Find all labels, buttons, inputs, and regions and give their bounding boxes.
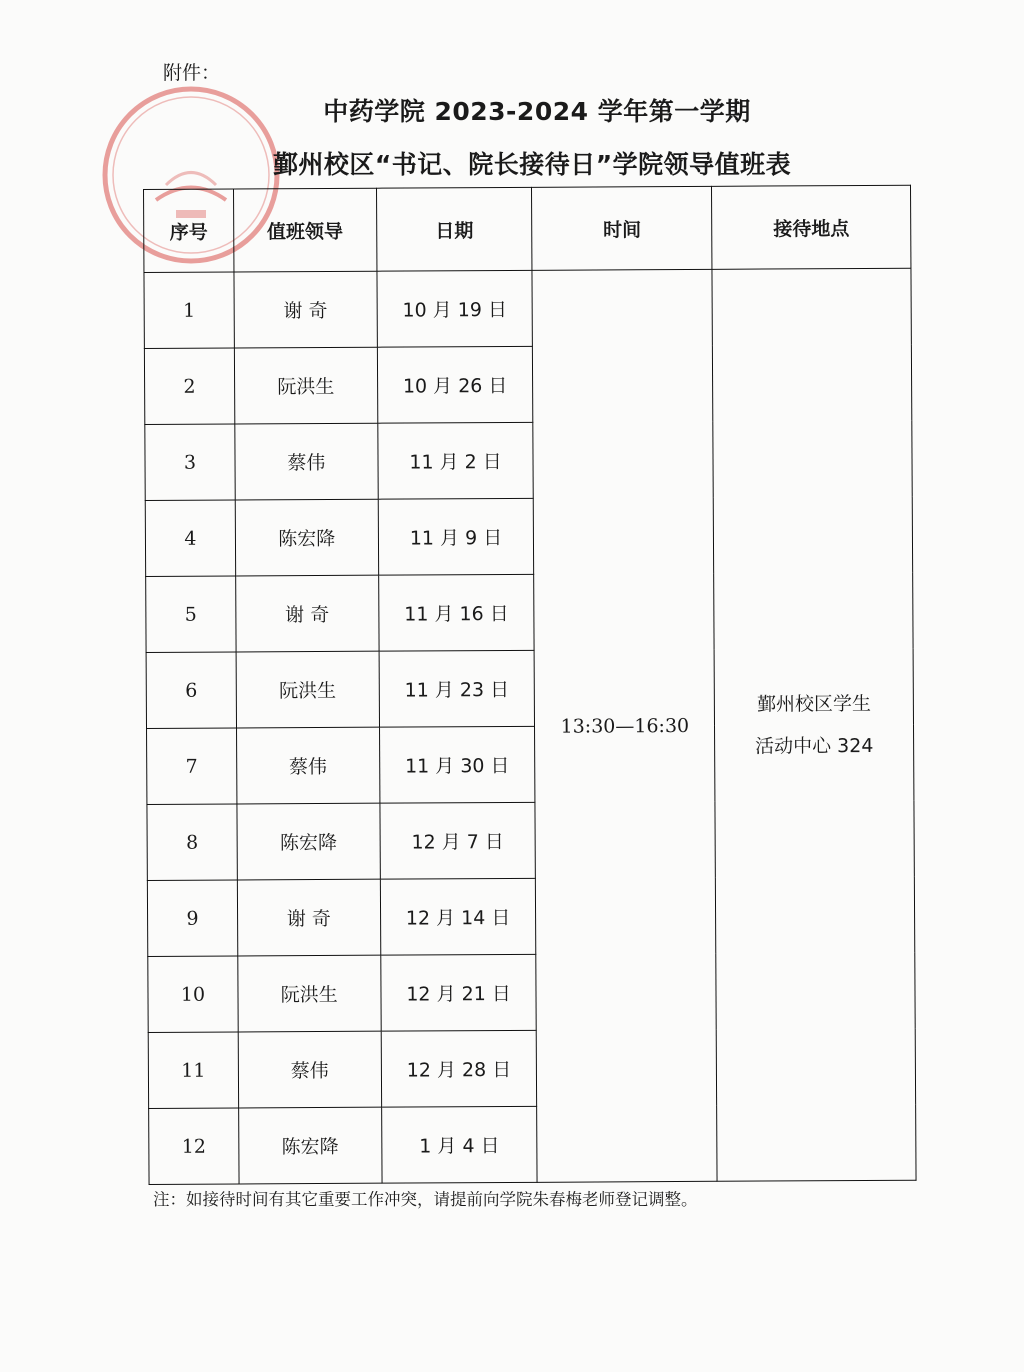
row-date: 10 月 19 日	[377, 270, 533, 347]
row-date: 11 月 23 日	[379, 650, 535, 727]
attachment-label: 附件：	[163, 62, 221, 84]
row-leader: 蔡伟	[236, 727, 379, 804]
row-number: 9	[147, 880, 237, 957]
reception-location	[712, 268, 916, 1181]
header-date: 日期	[376, 187, 532, 271]
row-date: 10 月 26 日	[377, 346, 533, 423]
row-date: 11 月 16 日	[378, 574, 534, 651]
row-date: 1 月 4 日	[381, 1106, 537, 1183]
row-number: 11	[148, 1032, 238, 1109]
row-date: 11 月 2 日	[377, 422, 533, 499]
row-number: 1	[144, 272, 234, 349]
row-leader: 蔡伟	[235, 423, 378, 500]
row-leader: 谢 奇	[237, 879, 380, 956]
location-line1: 鄞州校区学生	[756, 692, 872, 716]
document-title-line2: 鄞州校区“书记、院长接待日”学院领导值班表	[272, 150, 792, 179]
row-date: 12 月 28 日	[381, 1030, 537, 1107]
row-number: 12	[149, 1108, 239, 1185]
row-date: 11 月 30 日	[379, 726, 535, 803]
row-number: 5	[146, 576, 236, 653]
row-leader: 阮洪生	[236, 651, 379, 728]
row-number: 2	[144, 348, 234, 425]
reception-time: 13:30—16:30	[532, 269, 717, 1182]
row-leader: 陈宏降	[237, 803, 380, 880]
row-number: 6	[146, 652, 236, 729]
header-leader: 值班领导	[233, 188, 376, 272]
header-time: 时间	[532, 186, 712, 270]
row-number: 4	[145, 500, 235, 577]
row-number: 10	[148, 956, 238, 1033]
row-leader: 阮洪生	[238, 955, 381, 1032]
table-header-row	[144, 185, 911, 272]
row-date: 11 月 9 日	[378, 498, 534, 575]
row-leader: 蔡伟	[238, 1031, 381, 1108]
row-number: 7	[147, 728, 237, 805]
duty-schedule-table	[143, 185, 917, 1185]
row-number: 3	[145, 424, 235, 501]
row-leader: 阮洪生	[234, 347, 377, 424]
row-leader: 陈宏降	[235, 499, 378, 576]
row-date: 12 月 7 日	[380, 802, 536, 879]
header-number: 序号	[144, 189, 234, 273]
document-title-line1: 中药学院 2023-2024 学年第一学期	[323, 97, 751, 126]
table-row	[144, 268, 911, 348]
header-location: 接待地点	[712, 185, 911, 269]
row-number: 8	[147, 804, 237, 881]
footnote: 注：如接待时间有其它重要工作冲突，请提前向学院朱春梅老师登记调整。	[153, 1190, 698, 1209]
location-line2: 活动中心 324	[755, 734, 874, 758]
row-leader: 谢 奇	[234, 271, 377, 348]
row-date: 12 月 21 日	[380, 954, 536, 1031]
row-leader: 陈宏降	[239, 1107, 382, 1184]
row-leader: 谢 奇	[236, 575, 379, 652]
row-date: 12 月 14 日	[380, 878, 536, 955]
